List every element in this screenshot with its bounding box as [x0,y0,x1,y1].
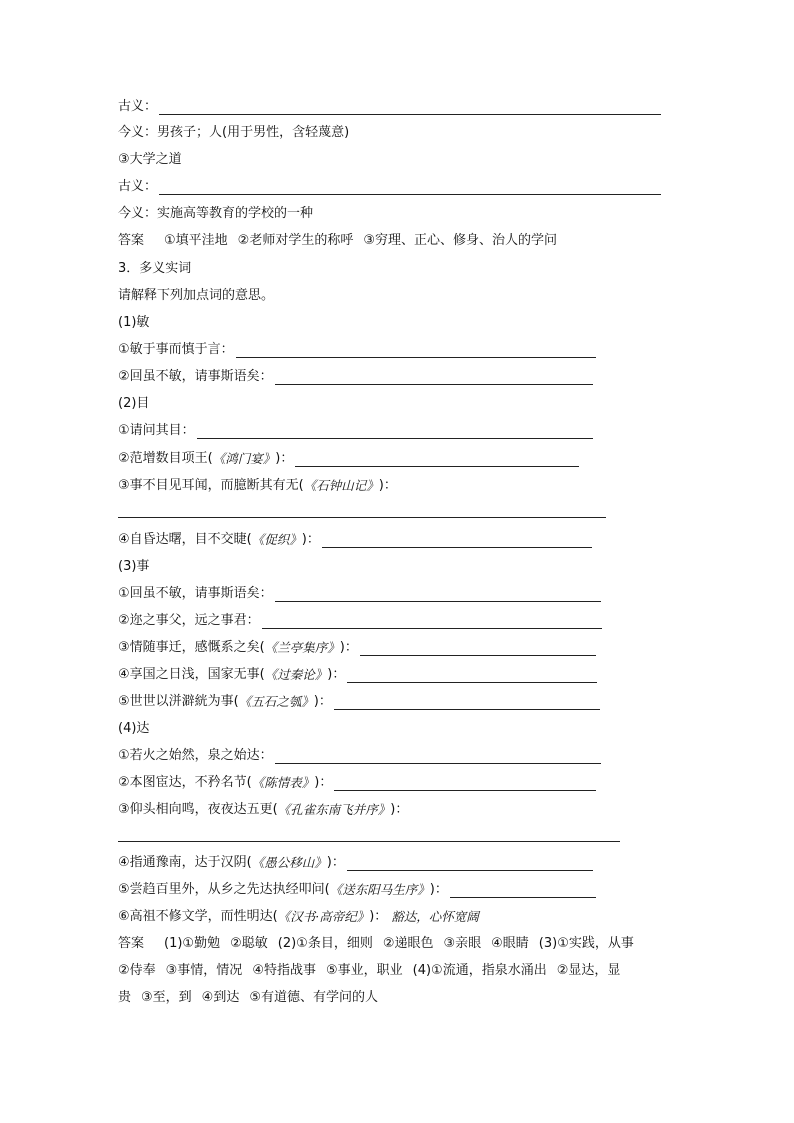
source-title: 《兰亭集序》 [264,640,340,655]
question-text: ③情随事迁，感慨系之矣( [118,640,265,655]
answer-item: ④到达 [201,990,240,1005]
answer-blank[interactable] [347,856,593,871]
answer-blank[interactable] [360,641,596,656]
question-row [118,637,596,659]
answer-blank[interactable] [262,614,602,629]
answer-item: ③亲眼 [443,936,482,951]
answer-item: ④特指战事 [252,963,316,978]
question-text: ②本图宦达，不矜名节( [118,775,252,790]
question-text: )： [369,909,388,924]
question-row [118,420,593,442]
source-title: 《愚公移山》 [251,855,327,870]
answer-blank[interactable] [334,695,600,710]
question-text: ①回虽不敏，请事斯语矣： [118,586,273,601]
source-title: 《送东阳马生序》 [329,882,430,897]
answer-item: ①填平洼地 [164,233,228,248]
answer-item: ②侍奉 [118,963,156,978]
question-text: ④自昏达曙，目不交睫( [118,532,252,547]
group-title-min [118,312,149,334]
answer-item: ⑤有道德、有学问的人 [249,990,378,1005]
answer-item: ③事情，情况 [165,963,243,978]
question-text: ④享国之日浅，国家无事( [118,667,265,682]
answer-key-line-3 [118,987,388,1009]
group-title-da [118,718,149,740]
group-title-shi [118,556,149,578]
question-text: ①敏于事而慎于言： [118,342,234,357]
question-text: )： [339,640,358,655]
instruction-text: 请解释下列加点词的意思。 [118,288,275,303]
question-text: )： [313,694,332,709]
answer-row-s1 [118,230,567,252]
answer-blank[interactable] [275,587,601,602]
gu-yi-row-a [118,96,661,118]
question-text: )： [378,478,397,493]
question-text: ⑤尝趋百里外，从乡之先达执经叩问( [118,882,330,897]
jin-yi-row-a [118,122,349,144]
question-row [118,366,593,388]
answer-blank[interactable] [275,749,601,764]
answer-blank[interactable] [450,883,596,898]
question-text: ①请问其目： [118,423,195,438]
item-row [118,149,182,171]
answer-blank[interactable] [275,370,593,385]
jin-yi-text: 今义：男孩子；人(用于男性，含轻蔑意) [118,125,350,140]
answer-blank[interactable] [118,841,620,842]
question-row [118,906,479,928]
source-title: 《促织》 [251,532,302,547]
answer-item: (4)①流通，指泉水涌出 [412,963,547,978]
question-row [118,448,579,470]
question-text: )： [390,802,409,817]
question-row [118,879,596,901]
answer-item: ②老师对学生的称呼 [237,233,354,248]
jin-yi-text: 今义：实施高等教育的学校的一种 [118,206,314,221]
source-title: 《汉书·高帝纪》 [277,909,370,924]
answer-blank[interactable] [236,343,596,358]
question-row [118,745,601,767]
question-text: )： [301,532,320,547]
answer-item: ②显达，显 [556,963,621,978]
answer-label: 答案 [118,233,145,248]
question-text: ③事不目见耳闻，而臆断其有无( [118,478,304,493]
source-title: 《鸿门宴》 [212,451,276,466]
answer-item: ②递眼色 [382,936,434,951]
question-row [118,772,596,794]
answer-item: (1)①勤勉 [164,936,221,951]
source-title: 《过秦论》 [264,667,328,682]
answer-blank[interactable] [295,452,579,467]
question-row [118,691,600,713]
answer-label: 答案 [118,936,145,951]
question-text: ③仰头相向鸣，夜夜达五更( [118,802,278,817]
gu-yi-label: 古义： [118,99,158,114]
answer-item: ⑤事业，职业 [325,963,403,978]
group-title: (3)事 [118,559,150,574]
question-text: ②迩之事父，远之事君： [118,613,260,628]
source-title: 《陈情表》 [251,775,315,790]
answer-item: ②聪敏 [230,936,268,951]
question-text: ①若火之始然，泉之始达： [118,748,273,763]
source-title: 《孔雀东南飞并序》 [277,802,391,817]
source-title: 《石钟山记》 [303,478,379,493]
answer-item: ③至，到 [141,990,192,1005]
question-row [118,852,593,874]
question-text: ④指通豫南，达于汉阴( [118,855,252,870]
item-text: ③大学之道 [118,152,182,167]
question-text: ⑥高祖不修文学，而性明达( [118,909,278,924]
answer-item: ③穷理、正心、修身、治人的学问 [363,233,557,248]
instruction-row [118,285,274,307]
question-row [118,583,601,605]
answer-blank[interactable] [347,668,597,683]
question-text: )： [314,775,333,790]
question-row [118,475,397,497]
gu-yi-row-b [118,176,661,198]
answer-item: ④眼睛 [491,936,529,951]
group-title: (1)敏 [118,315,150,330]
question-row [118,339,596,361]
question-text: ⑤世世以洴澼絖为事( [118,694,239,709]
question-text: )： [327,667,346,682]
question-text: )： [429,882,448,897]
group-title: (2)目 [118,396,150,411]
answer-blank[interactable] [159,180,661,195]
gu-yi-label: 古义： [118,179,158,194]
question-text: ②回虽不敏，请事斯语矣： [118,369,273,384]
question-row [118,799,408,821]
answer-key-line-1 [118,933,634,955]
question-row [118,529,592,551]
question-text: ②范增数目项王( [118,451,213,466]
section-title: 3．多义实词 [118,261,192,276]
answer-blank[interactable] [334,776,596,791]
question-row [118,664,597,686]
answer-blank[interactable] [159,100,661,115]
question-text: )： [326,855,345,870]
answer-blank[interactable] [118,517,606,518]
jin-yi-row-b [118,203,313,225]
group-title-mu [118,393,149,415]
section-heading [118,258,191,280]
answer-key-line-2 [118,960,620,982]
answer-item: (2)①条目，细则 [277,936,373,951]
answer-item: 贵 [118,990,132,1005]
source-title: 《五石之瓠》 [238,694,314,709]
question-row [118,610,602,632]
answer-item: (3)①实践，从事 [538,936,634,951]
answer-blank[interactable] [197,424,593,439]
given-answer: 豁达，心怀宽阔 [391,909,479,924]
question-text: )： [275,451,294,466]
answer-blank[interactable] [322,533,592,548]
group-title: (4)达 [118,721,150,736]
